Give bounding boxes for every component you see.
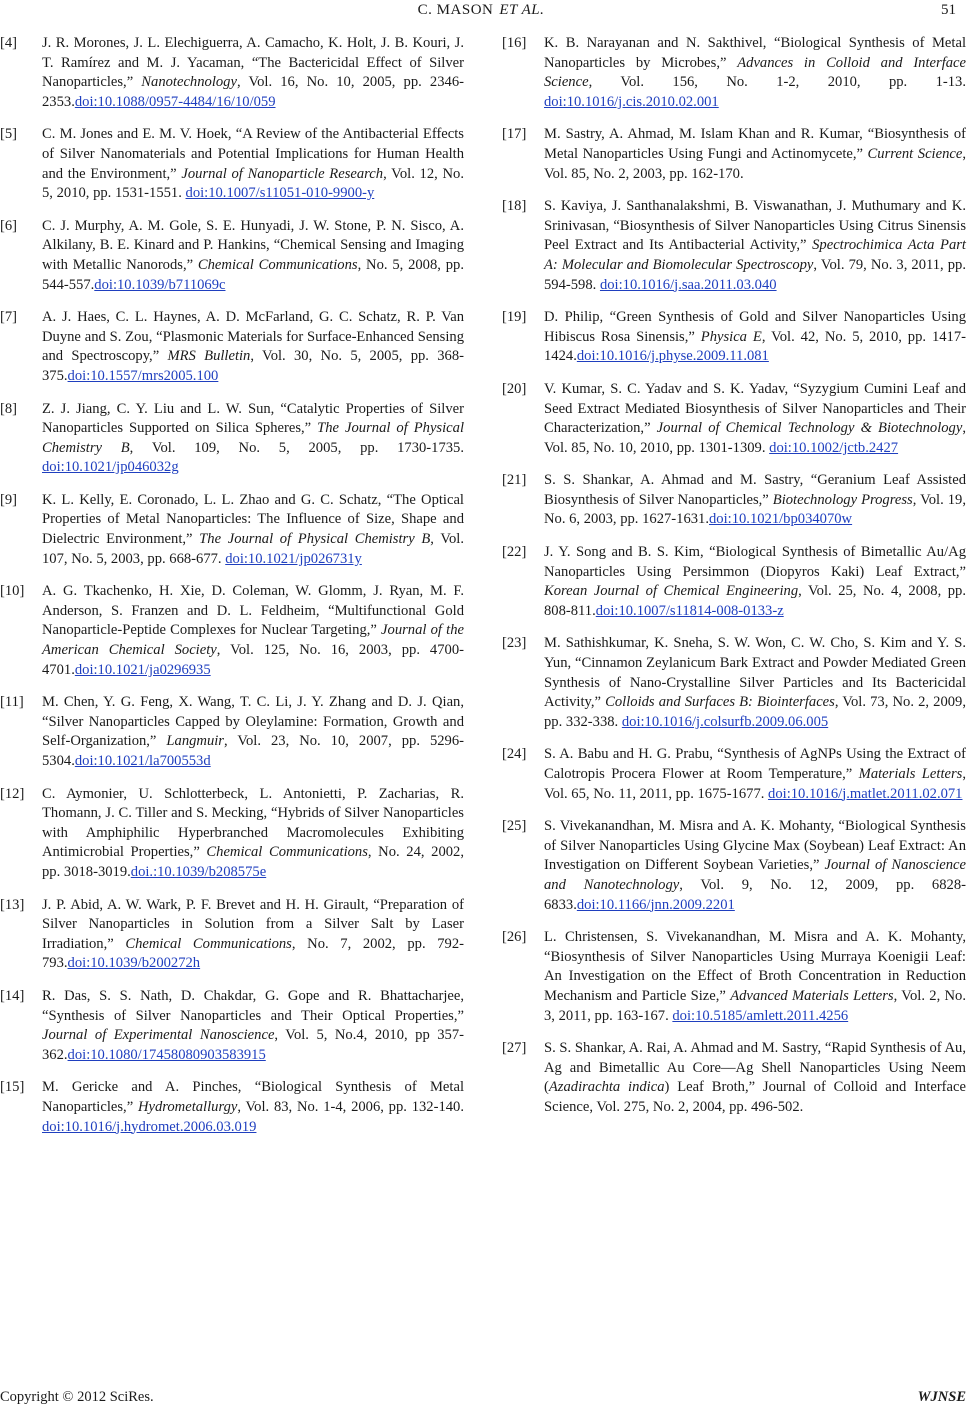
reference-number: [17]: [502, 126, 527, 143]
reference-journal: Journal of Nanoscience and Nanotechnology: [544, 857, 966, 893]
reference-details: , No. 5, 2008, pp. 544-557.: [42, 256, 464, 293]
reference-entry: [502, 471, 966, 530]
reference-entry: [502, 34, 966, 112]
reference-entry: [502, 1039, 966, 1117]
doi-link[interactable]: doi:10.1021/jp026731y: [225, 550, 362, 567]
reference-entry: [0, 785, 464, 883]
reference-details: , Vol. 30, No. 5, 2005, pp. 368-375.: [42, 348, 464, 384]
reference-entry: [502, 197, 966, 295]
reference-number: [19]: [502, 309, 527, 326]
reference-number: [23]: [502, 635, 527, 652]
reference-details: , Vol. 2, No. 3, 2011, pp. 163-167.: [544, 987, 967, 1024]
reference-text: A. G. Tkachenko, H. Xie, D. Coleman, W. Glomm, J. Ryan, M. F. Anderson, S. Franzen and D. L. Feldheim, “Multifunctional Gold Nanoparticle-Peptide Complexes for Nuclear Targeting,”: [42, 583, 464, 639]
reference-number: [16]: [502, 35, 527, 51]
reference-journal: Biotechnology Progress: [772, 491, 913, 508]
reference-entry: [0, 582, 464, 680]
reference-text: S. Kaviya, J. Santhanalakshmi, B. Viswanathan, J. Muthumary and K. Srinivasan, “Biosynthesis of Silver Nanoparticles Using Citrus Sinensis Peel Extract and Its Antibacterial Activity,”: [544, 198, 966, 254]
reference-number: [24]: [502, 746, 527, 763]
reference-details: , Vol. 16, No. 10, 2005, pp. 2346-2353.: [42, 74, 464, 110]
reference-journal: Chemical Communications: [197, 256, 358, 273]
doi-link[interactable]: doi:10.1080/17458080903583915: [67, 1046, 266, 1063]
reference-journal: Journal of Nanoparticle Research: [181, 165, 384, 182]
reference-number: [18]: [502, 198, 527, 215]
reference-journal: Journal of Chemical Technology & Biotechnology: [656, 420, 963, 437]
reference-number: [6]: [0, 217, 18, 234]
doi-link[interactable]: doi:10.1039/b711069c: [94, 276, 226, 293]
doi-link[interactable]: doi:10.1166/jnn.2009.2201: [576, 896, 735, 913]
reference-entry: [0, 308, 464, 386]
reference-text: C. M. Jones and E. M. V. Hoek, “A Review of the Antibacterial Effects of Silver Nanomaterials and Potential Implications for Human Health and the Environment,”: [42, 126, 464, 182]
reference-details: , Vol. 73, No. 2, 2009, pp. 332-338.: [544, 694, 967, 730]
doi-link[interactable]: doi:10.1021/bp034070w: [709, 511, 853, 528]
reference-number: [21]: [502, 472, 527, 489]
reference-details: , Vol. 5, No.4, 2010, pp 357-362.: [42, 1027, 464, 1063]
reference-details: , Vol. 42, No. 5, 2010, pp. 1417-1424.: [544, 328, 967, 365]
reference-entry: [0, 491, 464, 569]
page-footer: [0, 1389, 968, 1411]
reference-entry: [0, 217, 464, 295]
reference-text: K. L. Kelly, E. Coronado, L. L. Zhao and G. C. Schatz, “The Optical Properties of Metal Nanoparticles: The Influence of Size, Shape and Dielectric Environment,”: [42, 491, 464, 548]
doi-link[interactable]: doi:10.1007/s11051-010-9900-y: [185, 185, 375, 202]
reference-number: [5]: [0, 126, 18, 143]
reference-details: , Vol. 12, No. 5, 2010, pp. 1531-1551.: [42, 165, 465, 202]
running-head-author: C. MASON: [417, 2, 494, 18]
reference-number: [8]: [0, 400, 18, 417]
doi-link[interactable]: doi:10.1016/j.matlet.2011.02.071: [768, 785, 963, 802]
reference-details: , Vol. 85, No. 2, 2003, pp. 162-170.: [544, 145, 966, 182]
reference-journal: Current Science: [867, 145, 963, 162]
reference-entry: [0, 34, 464, 112]
reference-journal: Chemical Communications: [206, 844, 368, 861]
reference-text: C. J. Murphy, A. M. Gole, S. E. Hunyadi, J. W. Stone, P. N. Sisco, A. Alkilany, B. E. Kinard and P. Hankins, “Chemical Sensing and Imaging with Metallic Nanorods,”: [42, 217, 464, 273]
doi-link[interactable]: doi:10.1016/j.cis.2010.02.001: [544, 93, 719, 110]
doi-link[interactable]: doi:10.1016/j.hydromet.2006.03.019: [42, 1118, 257, 1135]
reference-journal: The Journal of Physical Chemistry B: [42, 420, 464, 456]
reference-journal: Physica E: [700, 328, 762, 345]
reference-journal: Advanced Materials Letters: [730, 987, 894, 1004]
reference-number: [25]: [502, 818, 527, 835]
reference-text: J. R. Morones, J. L. Elechiguerra, A. Camacho, K. Holt, J. B. Kouri, J. T. Ramírez and M. J. Yacaman, “The Bactericidal Effect of Silver Nanoparticles,”: [42, 35, 464, 91]
reference-entry: [0, 693, 464, 771]
reference-entry: [502, 817, 966, 915]
reference-text: L. Christensen, S. Vivekanandhan, M. Misra and A. K. Mohanty, “Biosynthesis of Silver Nanoparticles Using Murraya Koenigii Leaf: An Investigation on the Effect of Broth Concentration in Reduction Mechanism and Particle Size,”: [544, 929, 966, 1004]
journal-abbreviation: WJNSE: [917, 1389, 966, 1405]
reference-number: [12]: [0, 785, 25, 802]
reference-entry: [0, 1078, 464, 1137]
reference-text: M. Gericke and A. Pinches, “Biological Synthesis of Metal Nanoparticles,”: [42, 1079, 464, 1115]
reference-text: S. Vivekanandhan, M. Misra and A. K. Mohanty, “Biological Synthesis of Silver Nanoparticles Using Glycine Max (Soybean) Leaf Extract: An Investigation on Different Soybean Varieties,”: [544, 818, 966, 874]
reference-details: , Vol. 107, No. 5, 2003, pp. 668-677.: [42, 531, 464, 567]
reference-entry: [502, 308, 966, 367]
reference-details: , Vol. 79, No. 3, 2011, pp. 594-598.: [544, 256, 967, 293]
reference-text: S. S. Shankar, A. Ahmad and M. Sastry, “Geranium Leaf Assisted Biosynthesis of Silver Nanoparticles,”: [544, 472, 966, 508]
reference-details: , Vol. 85, No. 10, 2010, pp. 1301-1309.: [544, 420, 966, 456]
reference-journal: The Journal of Physical Chemistry B: [199, 531, 431, 548]
doi-link[interactable]: doi:10.1021/la700553d: [74, 753, 211, 769]
running-head-et-al: ET AL.: [499, 2, 545, 18]
reference-number: [13]: [0, 896, 25, 913]
reference-entry: [502, 745, 966, 804]
reference-journal: Chemical Communications: [125, 935, 292, 952]
reference-text: M. Sathishkumar, K. Sneha, S. W. Won, C. W. Cho, S. Kim and Y. S. Yun, “Cinnamon Zeylanicum Bark Extract and Powder Mediated Green Synthesis of Nano-Crystalline Silver Particles and Its Bactericidal Activity,”: [544, 635, 966, 711]
reference-entry: [0, 400, 464, 478]
reference-details: , Vol. 65, No. 11, 2011, pp. 1675-1677.: [544, 766, 966, 802]
reference-journal: Journal of the American Chemical Society: [42, 622, 464, 659]
reference-entry: [502, 928, 966, 1026]
doi-link[interactable]: doi:10.5185/amlett.2011.4256: [672, 1007, 849, 1024]
doi-link[interactable]: doi:10.1039/b200272h: [67, 955, 201, 972]
reference-number: [14]: [0, 987, 25, 1004]
reference-text: D. Philip, “Green Synthesis of Gold and Silver Nanoparticles Using Hibiscus Rosa Sinensis,”: [544, 309, 966, 345]
page-number: 51: [941, 2, 956, 18]
doi-link[interactable]: doi:10.1016/j.colsurfb.2009.06.005: [621, 713, 829, 730]
reference-journal: Langmuir: [166, 733, 224, 750]
reference-number: [7]: [0, 309, 18, 326]
reference-journal: Korean Journal of Chemical Engineering: [544, 583, 799, 600]
reference-journal: Azadirachta indica: [548, 1079, 665, 1096]
reference-details: , Vol. 156, No. 1-2, 2010, pp. 1-13.: [588, 74, 966, 91]
reference-details: , Vol. 125, No. 16, 2003, pp. 4700-4701.: [42, 642, 464, 678]
doi-link[interactable]: doi:10.1021/jp046032g: [42, 459, 179, 476]
references-right-column: [502, 34, 966, 1131]
reference-text: M. Sastry, A. Ahmad, M. Islam Khan and R. Kumar, “Biosynthesis of Metal Nanoparticles Using Fungi and Actinomycete,”: [544, 126, 966, 162]
reference-entry: [502, 543, 966, 621]
doi-link[interactable]: doi:10.1016/j.saa.2011.03.040: [599, 276, 777, 293]
reference-number: [10]: [0, 583, 25, 600]
doi-link[interactable]: doi:10.1002/jctb.2427: [769, 439, 899, 456]
reference-number: [22]: [502, 544, 527, 561]
reference-text: K. B. Narayanan and N. Sakthivel, “Biological Synthesis of Metal Nanoparticles by Microbes,”: [544, 35, 966, 71]
doi-link[interactable]: doi:10.1088/0957-4484/16/10/059: [74, 93, 276, 110]
reference-journal: Nanotechnology: [141, 74, 237, 91]
reference-journal: Colloids and Surfaces B: Biointerfaces: [605, 694, 835, 711]
reference-details: ) Leaf Broth,” Journal of Colloid and Interface Science, Vol. 275, No. 2, 2004, pp. 496-502.: [544, 1079, 966, 1115]
reference-number: [26]: [502, 929, 527, 946]
doi-link[interactable]: doi:10.1557/mrs2005.100: [67, 367, 219, 384]
reference-details: , Vol. 83, No. 1-4, 2006, pp. 132-140.: [237, 1098, 464, 1115]
reference-details: , Vol. 25, No. 4, 2008, pp. 808-811.: [544, 583, 966, 619]
reference-text: M. Chen, Y. G. Feng, X. Wang, T. C. Li, J. Y. Zhang and D. J. Qian, “Silver Nanoparticles Capped by Oleylamine: Formation, Growth and Self-Organization,”: [42, 694, 464, 750]
reference-text: A. J. Haes, C. L. Haynes, A. D. McFarland, G. C. Schatz, R. P. Van Duyne and S. Zou, “Plasmonic Materials for Surface-Enhanced Sensing and Spectroscopy,”: [42, 309, 464, 365]
reference-text: Z. J. Jiang, C. Y. Liu and L. W. Sun, “Catalytic Properties of Silver Nanoparticles Supported on Silica Spheres,”: [42, 400, 464, 437]
reference-text: J. P. Abid, A. W. Wark, P. F. Brevet and H. H. Girault, “Preparation of Silver Nanoparticles in Solution from a Silver Salt by Laser Irradiation,”: [42, 896, 464, 952]
reference-details: , Vol. 109, No. 5, 2005, pp. 1730-1735.: [129, 439, 464, 456]
reference-journal: Spectrochimica Acta Part A: Molecular and Biomolecular Spectroscopy: [544, 237, 966, 273]
reference-details: , Vol. 9, No. 12, 2009, pp. 6828-6833.: [544, 876, 966, 913]
reference-number: [27]: [502, 1040, 527, 1057]
reference-details: , No. 7, 2002, pp. 792-793.: [42, 935, 464, 972]
doi-link[interactable]: doi:10.1007/s11814-008-0133-z: [595, 602, 784, 619]
doi-link[interactable]: doi:10.1021/ja0296935: [74, 661, 211, 678]
reference-entry: [0, 987, 464, 1065]
running-head: [0, 2, 968, 19]
reference-details: , No. 24, 2002, pp. 3018-3019.: [42, 844, 464, 880]
page-header: [0, 2, 968, 24]
reference-text: V. Kumar, S. C. Yadav and S. K. Yadav, “Syzygium Cumini Leaf and Seed Extract Mediated Biosynthesis of Silver Nanoparticles and Their Characterization,”: [544, 380, 966, 437]
reference-text: R. Das, S. S. Nath, D. Chakdar, G. Gope and R. Bhattacharjee, “Synthesis of Silver Nanoparticles and Their Optical Properties,”: [42, 987, 464, 1024]
reference-number: [20]: [502, 380, 527, 397]
reference-text: S. S. Shankar, A. Rai, A. Ahmad and M. Sastry, “Rapid Synthesis of Au, Ag and Bimetallic Au Core—Ag Shell Nanoparticles Using Neem (: [544, 1040, 966, 1096]
reference-details: , Vol. 19, No. 6, 2003, pp. 1627-1631.: [544, 491, 966, 528]
reference-number: [4]: [0, 35, 18, 51]
reference-details: , Vol. 23, No. 10, 2007, pp. 5296-5304.: [42, 733, 464, 769]
reference-journal: MRS Bulletin: [167, 348, 251, 365]
reference-journal: Advances in Colloid and Interface Science: [544, 54, 966, 91]
reference-entry: [0, 896, 464, 974]
references-left-column: [0, 34, 464, 1150]
copyright-notice: Copyright © 2012 SciRes.: [0, 1389, 154, 1405]
doi-link[interactable]: doi:10.1016/j.physe.2009.11.081: [576, 348, 769, 365]
reference-number: [15]: [0, 1079, 25, 1096]
reference-text: S. A. Babu and H. G. Prabu, “Synthesis of AgNPs Using the Extract of Calotropis Procera Flower at Room Temperature,”: [544, 746, 966, 782]
doi-link[interactable]: doi.:10.1039/b208575e: [130, 863, 267, 880]
reference-text: J. Y. Song and B. S. Kim, “Biological Synthesis of Bimetallic Au/Ag Nanoparticles Using Persimmon (Diopyros Kaki) Leaf Extract,”: [544, 544, 966, 580]
reference-entry: [502, 380, 966, 458]
reference-entry: [502, 125, 966, 184]
reference-entry: [0, 125, 464, 203]
reference-text: C. Aymonier, U. Schlotterbeck, L. Antonietti, P. Zacharias, R. Thomann, J. C. Tiller and S. Mecking, “Hybrids of Silver Nanoparticles with Amphiphilic Hyperbranched Macromolecules Exhibiting Antimicrobial Properties,”: [42, 785, 464, 861]
reference-number: [11]: [0, 694, 24, 711]
reference-journal: Materials Letters: [858, 766, 963, 782]
reference-entry: [502, 634, 966, 732]
reference-journal: Journal of Experimental Nanoscience: [42, 1027, 275, 1044]
reference-number: [9]: [0, 491, 18, 508]
reference-journal: Hydrometallurgy: [137, 1098, 238, 1115]
